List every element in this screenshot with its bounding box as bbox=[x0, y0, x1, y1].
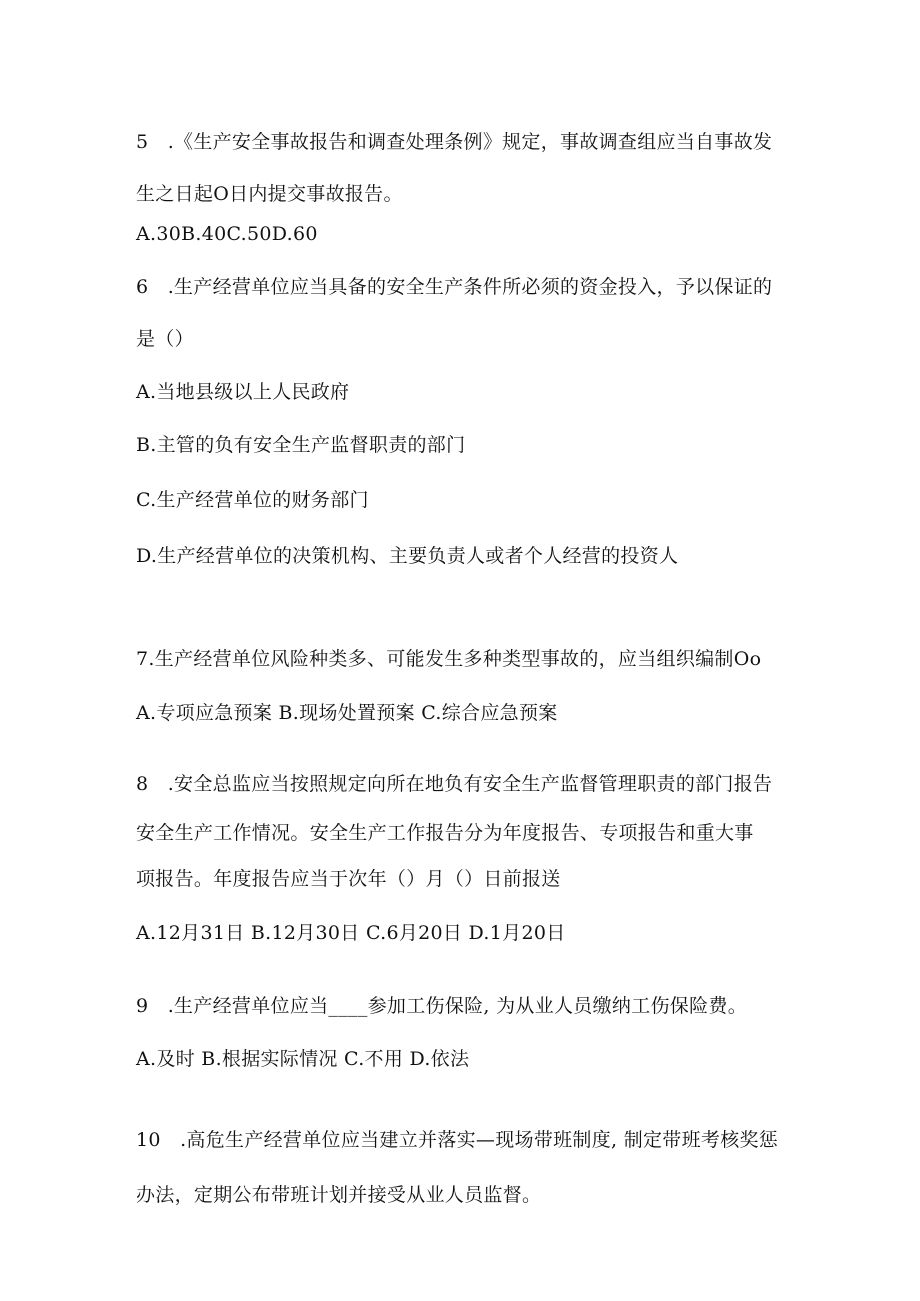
question-8-stem-line-2: 安全生产工作情况。安全生产工作报告分为年度报告、专项报告和重大事 bbox=[136, 822, 754, 844]
question-6-option-a: A.当地县级以上人民政府 bbox=[136, 381, 350, 403]
question-6-option-b: B.主管的负有安全生产监督职责的部门 bbox=[136, 434, 466, 456]
question-6-stem-line-1: 6 .生产经营单位应当具备的安全生产条件所必须的资金投入，予以保证的 bbox=[136, 276, 773, 298]
question-5-stem-line-1: 5 .《生产安全事故报告和调查处理条例》规定，事故调查组应当自事故发 bbox=[136, 131, 773, 153]
question-10-stem-line-1: 10 .高危生产经营单位应当建立并落实—现场带班制度, 制定带班考核奖惩 bbox=[136, 1129, 779, 1151]
question-9-options: A.及时 B.根据实际情况 C.不用 D.依法 bbox=[136, 1048, 470, 1070]
question-10-stem-line-2: 办法，定期公布带班计划并接受从业人员监督。 bbox=[136, 1184, 542, 1206]
question-8-options: A.12月31日 B.12月30日 C.6月20日 D.1月20日 bbox=[136, 922, 566, 944]
question-6-option-c: C.生产经营单位的财务部门 bbox=[136, 489, 369, 511]
question-7-options: A.专项应急预案 B.现场处置预案 C.综合应急预案 bbox=[136, 702, 558, 724]
question-6-stem-line-2: 是（） bbox=[136, 328, 194, 350]
question-8-stem-line-3: 项报告。年度报告应当于次年（）月（）日前报送 bbox=[136, 868, 561, 890]
question-6-option-d: D.生产经营单位的决策机构、主要负责人或者个人经营的投资人 bbox=[136, 545, 679, 567]
question-7-stem-line-1: 7.生产经营单位风险种类多、可能发生多种类型事故的，应当组织编制Oo bbox=[136, 648, 762, 670]
question-9-stem-line-1: 9 .生产经营单位应当____参加工伤保险, 为从业人员缴纳工伤保险费。 bbox=[136, 995, 748, 1017]
question-8-stem-line-1: 8 .安全总监应当按照规定向所在地负有安全生产监督管理职责的部门报告 bbox=[136, 773, 773, 795]
question-5-stem-line-2: 生之日起O日内提交事故报告。 bbox=[136, 183, 403, 205]
question-5-options: A.30B.40C.50D.60 bbox=[136, 223, 318, 245]
